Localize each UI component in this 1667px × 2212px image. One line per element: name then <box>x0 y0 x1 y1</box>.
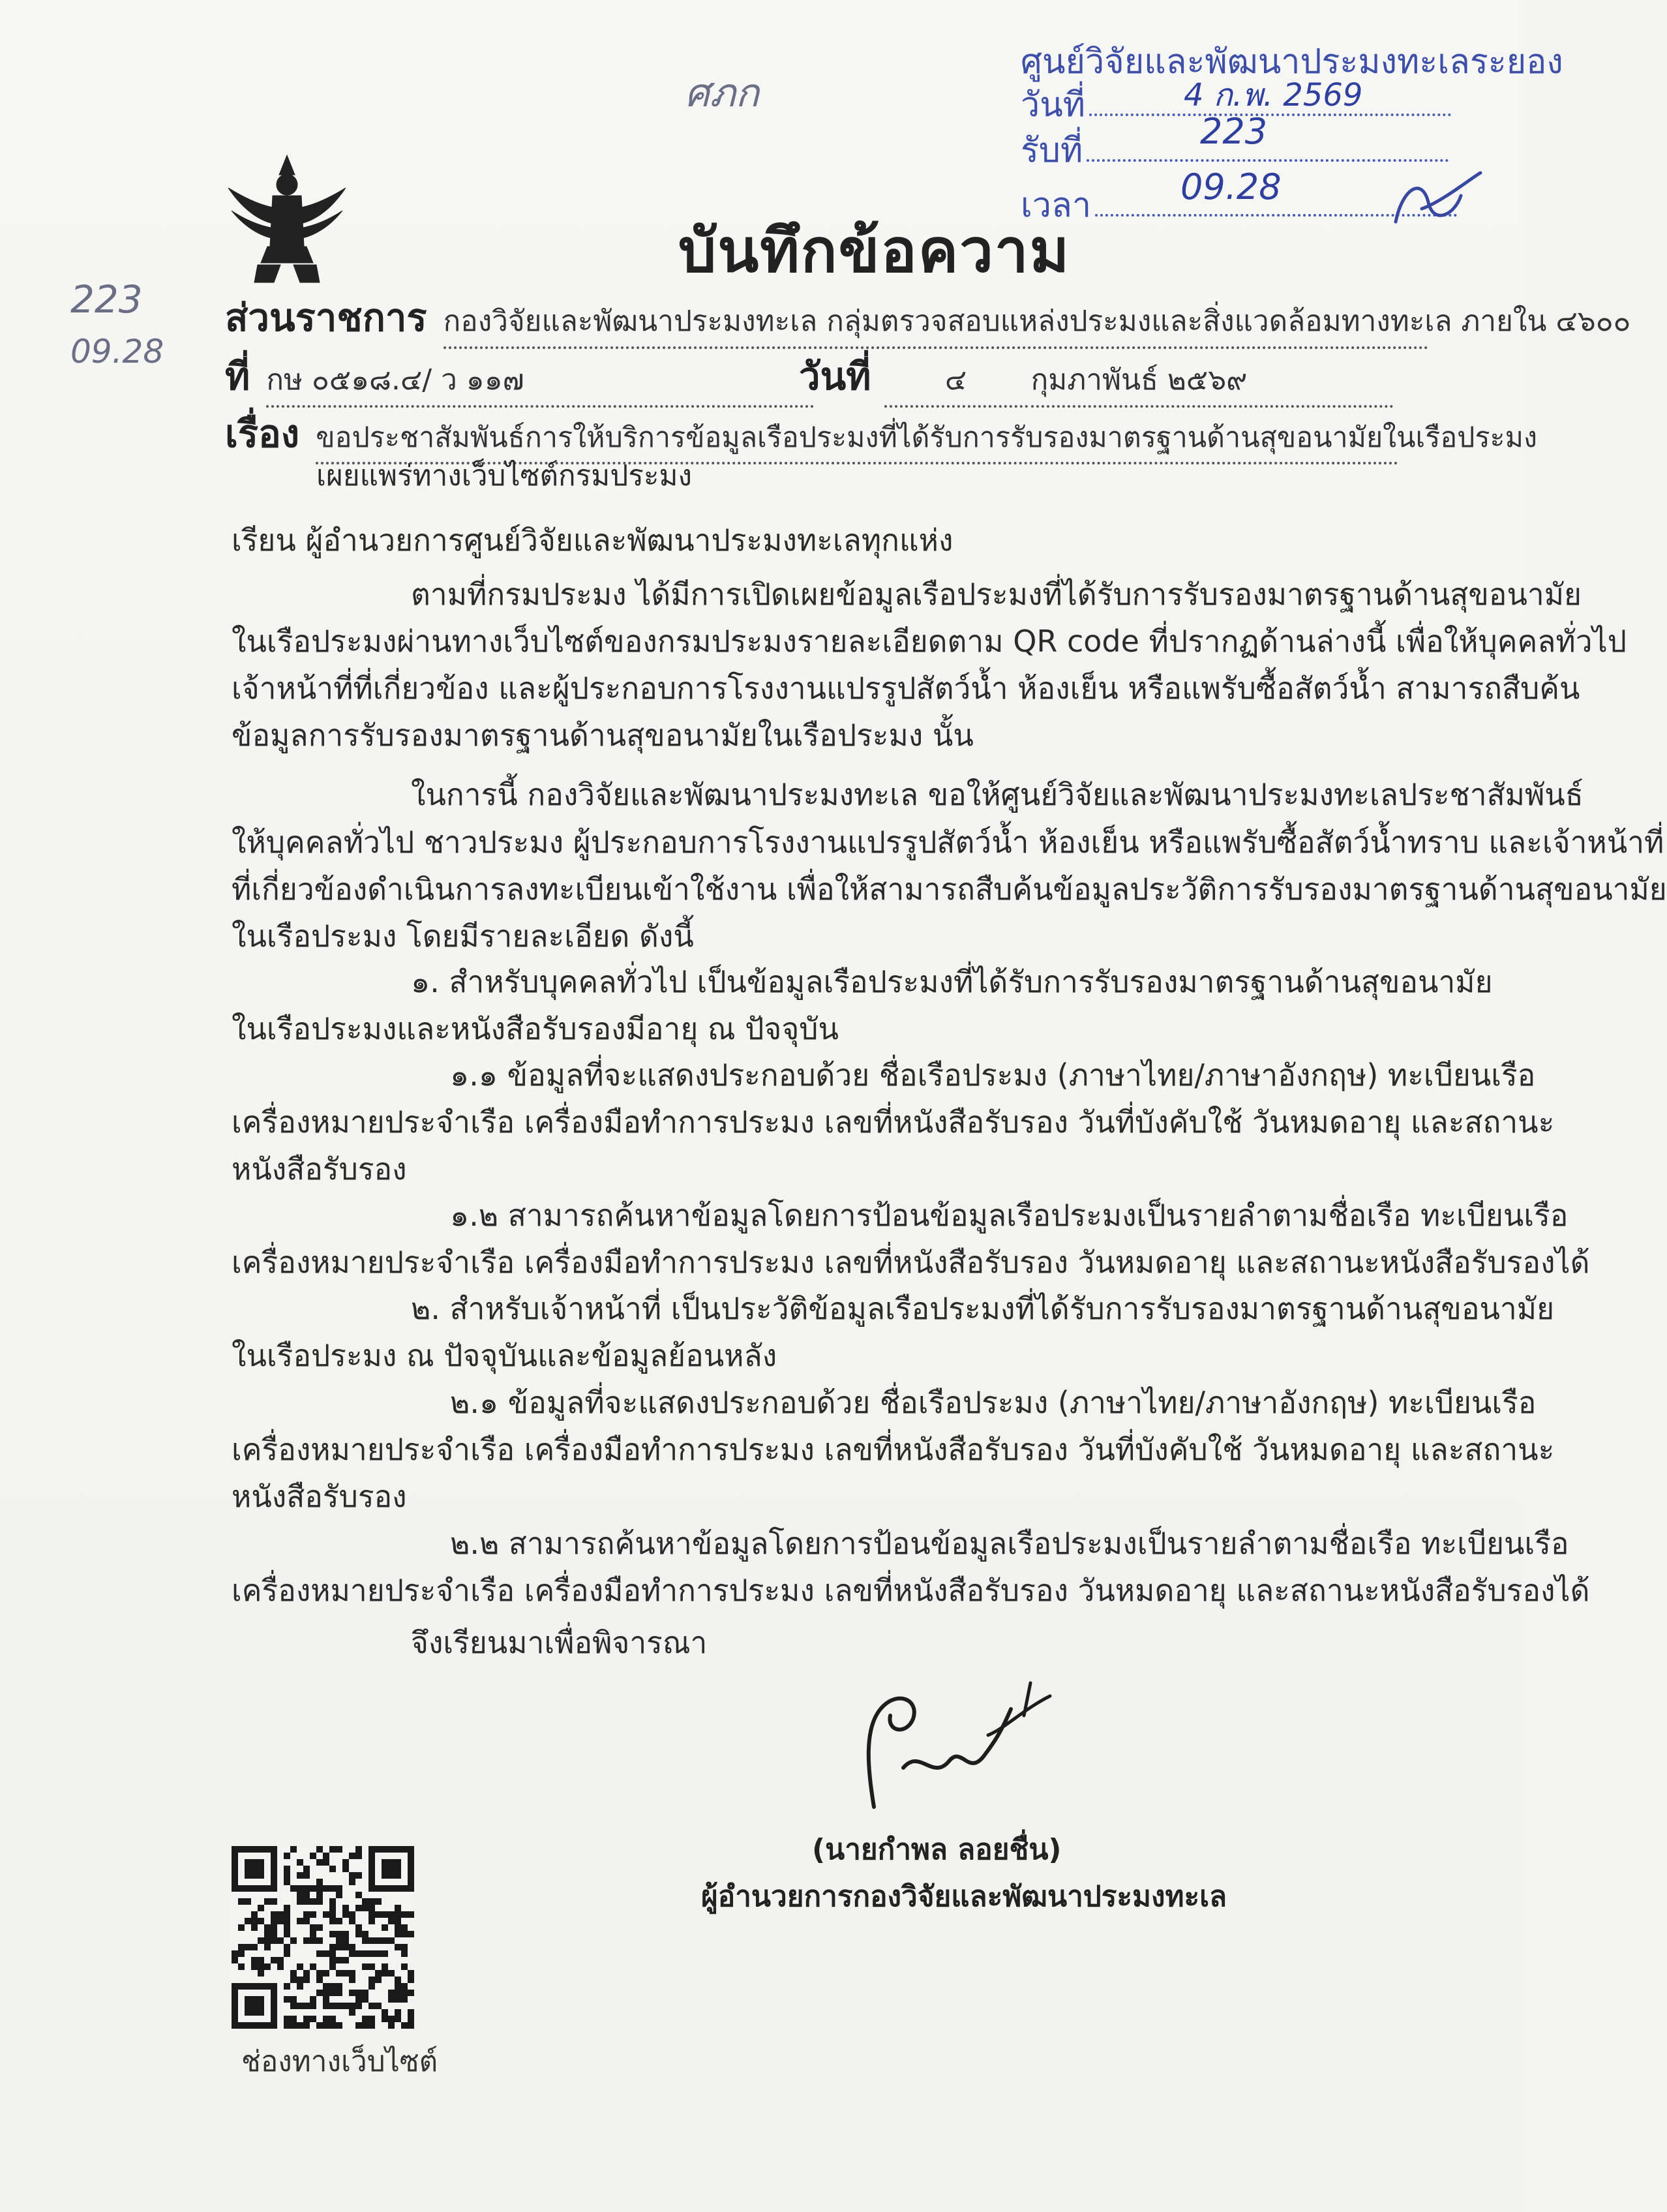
date-month-year: กุมภาพันธ์ ๒๕๖๙ <box>1031 357 1393 408</box>
handwritten-note-top: ศภก <box>685 70 759 116</box>
department-row <box>225 287 1631 349</box>
signature-scribble <box>835 1670 1070 1820</box>
signatory-name: (นายกำพล ลอยชื่น) <box>812 1833 1062 1866</box>
stamp-date-label: วันที่ <box>1021 85 1086 125</box>
date-row <box>799 346 1393 408</box>
para2-line2: ให้บุคคลทั่วไป ชาวประมง ผู้ประกอบการโรงงานแปรรูปสัตว์น้ำ ห้องเย็น หรือแพรับซื้อสัตว์น้ำทราบ และเจ้าหน้าที่ <box>232 825 1664 860</box>
reference-value: กษ ๐๕๑๘.๔/ ว ๑๑๗ <box>266 357 814 408</box>
stamp-time-value: 09.28 <box>1180 166 1282 207</box>
item2-1-line2: เครื่องหมายประจำเรือ เครื่องมือทำการประมง เลขที่หนังสือรับรอง วันที่บังคับใช้ วันหมดอายุ และสถานะ <box>232 1432 1555 1467</box>
qr-code[interactable] <box>232 1846 414 2029</box>
stamp-time-label: เวลา <box>1021 186 1092 225</box>
item2-1-line3: หนังสือรับรอง <box>232 1479 407 1514</box>
item2-1-line1: ๒.๑ ข้อมูลที่จะแสดงประกอบด้วย ชื่อเรือประมง (ภาษาไทย/ภาษาอังกฤษ) ทะเบียนเรือ <box>450 1385 1537 1420</box>
item2-line2: ในเรือประมง ณ ปัจจุบันและข้อมูลย้อนหลัง <box>232 1338 777 1373</box>
para2-line4: ในเรือประมง โดยมีรายละเอียด ดังนี้ <box>232 918 694 954</box>
item1-1-line3: หนังสือรับรอง <box>232 1151 407 1187</box>
para1-line3: เจ้าหน้าที่ที่เกี่ยวข้อง และผู้ประกอบการโรงงานแปรรูปสัตว์น้ำ ห้องเย็น หรือแพรับซื้อสัตว์น้ำ สามารถสืบค้น <box>232 671 1580 706</box>
memo-title: บันทึกข้อความ <box>678 216 1071 286</box>
stamp-recv-value: 223 <box>1200 111 1268 152</box>
department-label: ส่วนราชการ <box>225 295 427 340</box>
para2-line3: ที่เกี่ยวข้องดำเนินการลงทะเบียนเข้าใช้งาน เพื่อให้สามารถสืบค้นข้อมูลประวัติการรับรองมาตรฐานด้านสุขอนามัย <box>232 871 1667 907</box>
para1-line2: ในเรือประมงผ่านทางเว็บไซต์ของกรมประมงรายละเอียดตาม QR code ที่ปรากฏด้านล่างนี้ เพื่อให้บุคคลทั่วไป <box>232 624 1627 659</box>
item2-2-line1: ๒.๒ สามารถค้นหาข้อมูลโดยการป้อนข้อมูลเรือประมงเป็นรายลำตามชื่อเรือ ทะเบียนเรือ <box>450 1526 1569 1561</box>
initials-mark <box>1383 163 1487 235</box>
department-value: กองวิจัยและพัฒนาประมงทะเล กลุ่มตรวจสอบแหล่งประมงและสิ่งแวดล้อมทางทะเล ภายใน ๔๖๐๐ <box>443 298 1428 349</box>
para1-line4: ข้อมูลการรับรองมาตรฐานด้านสุขอนามัยในเรือประมง นั้น <box>232 718 974 753</box>
qr-caption: ช่องทางเว็บไซต์ <box>241 2045 438 2078</box>
item1-line2: ในเรือประมงและหนังสือรับรองมีอายุ ณ ปัจจุบัน <box>232 1011 839 1046</box>
salutation: เรียน ผู้อำนวยการศูนย์วิจัยและพัฒนาประมงทะเลทุกแห่ง <box>232 523 954 558</box>
stamp-date-value: 4 ก.พ. 2569 <box>1184 77 1363 114</box>
handwritten-margin-number: 223 <box>70 277 143 322</box>
signatory-position: ผู้อำนวยการกองวิจัยและพัฒนาประมงทะเล <box>701 1880 1227 1913</box>
item1-line1: ๑. สำหรับบุคคลทั่วไป เป็นข้อมูลเรือประมงที่ได้รับการรับรองมาตรฐานด้านสุขอนามัย <box>411 964 1493 999</box>
subject-line-1: ขอประชาสัมพันธ์การให้บริการข้อมูลเรือประมงที่ได้รับการรับรองมาตรฐานด้านสุขอนามัยในเรือประมง <box>316 415 1398 464</box>
date-label: วันที่ <box>799 354 871 399</box>
reference-label: ที่ <box>225 354 250 399</box>
stamp-recv-label: รับที่ <box>1021 131 1083 170</box>
handwritten-margin-time: 09.28 <box>70 333 164 371</box>
para1-line1: ตามที่กรมประมง ได้มีการเปิดเผยข้อมูลเรือประมงที่ได้รับการรับรองมาตรฐานด้านสุขอนามัย <box>411 577 1582 612</box>
item2-line1: ๒. สำหรับเจ้าหน้าที่ เป็นประวัติข้อมูลเรือประมงที่ได้รับการรับรองมาตรฐานด้านสุขอนามัย <box>411 1291 1555 1326</box>
date-day: ๔ <box>884 357 1028 408</box>
subject-row <box>225 403 1537 464</box>
item1-1-line2: เครื่องหมายประจำเรือ เครื่องมือทำการประมง เลขที่หนังสือรับรอง วันที่บังคับใช้ วันหมดอายุ และสถานะ <box>232 1104 1555 1140</box>
reference-row <box>225 346 814 408</box>
item1-2-line2: เครื่องหมายประจำเรือ เครื่องมือทำการประมง เลขที่หนังสือรับรอง วันหมดอายุ และสถานะหนังสือรับรองได้ <box>232 1245 1590 1280</box>
subject-label: เรื่อง <box>225 412 300 456</box>
item2-2-line2: เครื่องหมายประจำเรือ เครื่องมือทำการประมง เลขที่หนังสือรับรอง วันหมดอายุ และสถานะหนังสือรับรองได้ <box>232 1573 1590 1608</box>
garuda-emblem <box>222 149 352 289</box>
item1-1-line1: ๑.๑ ข้อมูลที่จะแสดงประกอบด้วย ชื่อเรือประมง (ภาษาไทย/ภาษาอังกฤษ) ทะเบียนเรือ <box>450 1057 1536 1093</box>
para2-line1: ในการนี้ กองวิจัยและพัฒนาประมงทะเล ขอให้ศูนย์วิจัยและพัฒนาประมงทะเลประชาสัมพันธ์ <box>411 777 1584 812</box>
stamp-org: ศูนย์วิจัยและพัฒนาประมงทะเลระยอง <box>1021 42 1563 82</box>
closing-line: จึงเรียนมาเพื่อพิจารณา <box>411 1625 708 1660</box>
subject-line-2: เผยแพร่ทางเว็บไซต์กรมประมง <box>316 459 692 492</box>
item1-2-line1: ๑.๒ สามารถค้นหาข้อมูลโดยการป้อนข้อมูลเรือประมงเป็นรายลำตามชื่อเรือ ทะเบียนเรือ <box>450 1198 1569 1233</box>
